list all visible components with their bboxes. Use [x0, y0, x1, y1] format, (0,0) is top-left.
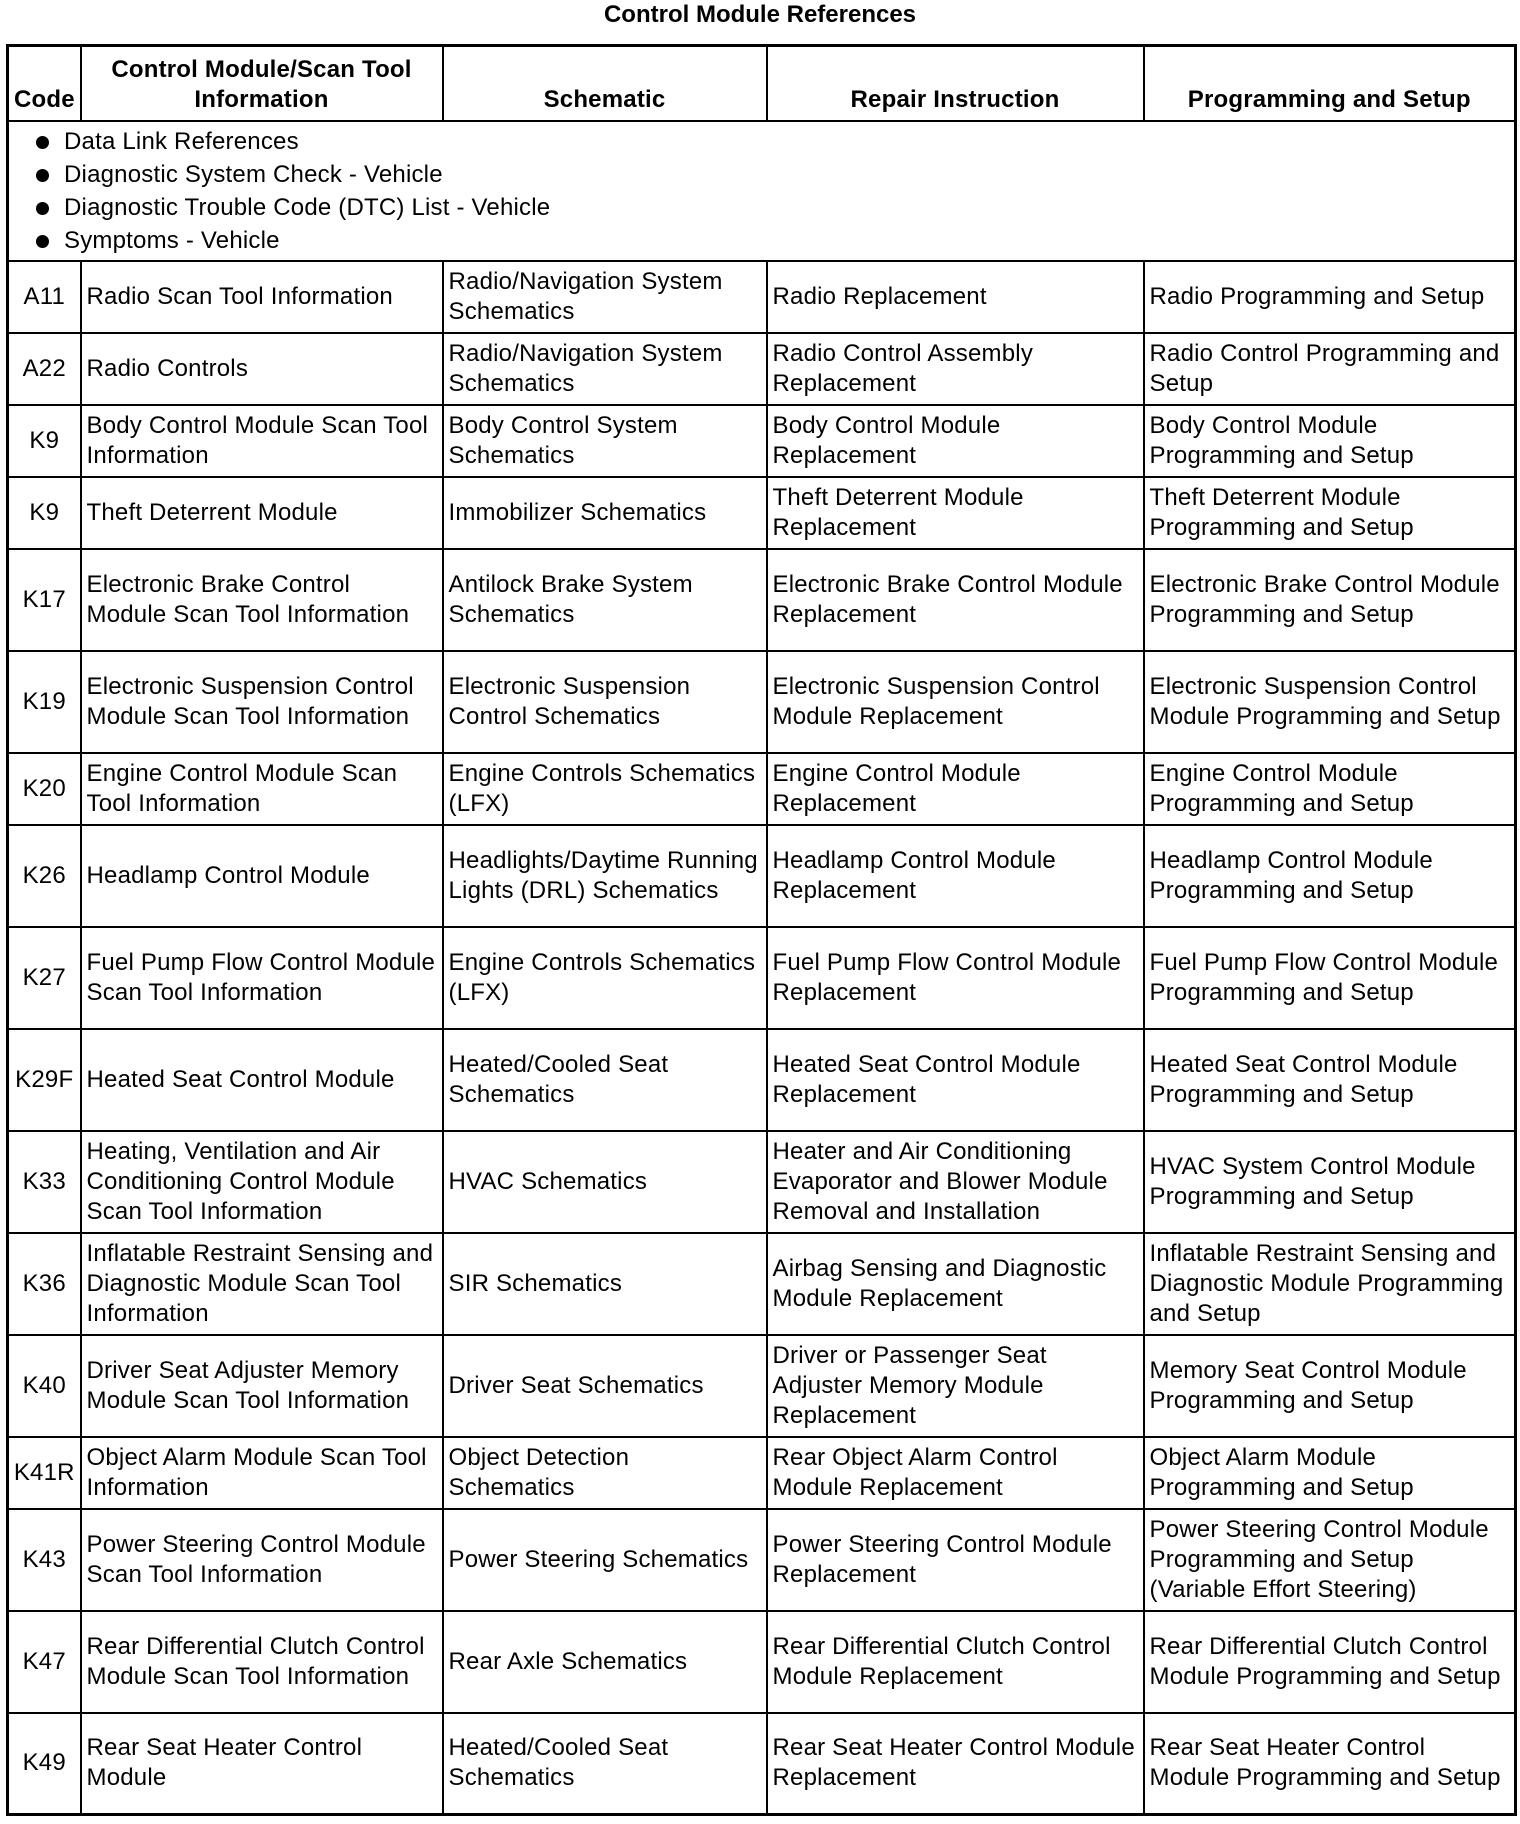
repair-cell[interactable]: Radio Control Assembly Replacement: [767, 333, 1144, 405]
repair-cell[interactable]: Heated Seat Control Module Replacement: [767, 1029, 1144, 1131]
repair-cell[interactable]: Engine Control Module Replacement: [767, 753, 1144, 825]
code-cell: K20: [8, 753, 81, 825]
info-cell[interactable]: Rear Seat Heater Control Module: [81, 1713, 443, 1815]
schematic-cell[interactable]: SIR Schematics: [443, 1233, 767, 1335]
references-list: [29, 125, 1509, 257]
header-code: Code: [8, 46, 81, 121]
programming-cell[interactable]: Electronic Suspension Control Module Programming and Setup: [1144, 651, 1516, 753]
info-cell[interactable]: Body Control Module Scan Tool Information: [81, 405, 443, 477]
table-row: [8, 333, 1516, 405]
repair-cell[interactable]: Power Steering Control Module Replacement: [767, 1509, 1144, 1611]
table-row: [8, 1131, 1516, 1233]
schematic-cell[interactable]: Engine Controls Schematics (LFX): [443, 753, 767, 825]
repair-cell[interactable]: Rear Seat Heater Control Module Replacement: [767, 1713, 1144, 1815]
repair-cell[interactable]: Headlamp Control Module Replacement: [767, 825, 1144, 927]
programming-cell[interactable]: Radio Control Programming and Setup: [1144, 333, 1516, 405]
schematic-cell[interactable]: Engine Controls Schematics (LFX): [443, 927, 767, 1029]
schematic-cell[interactable]: Electronic Suspension Control Schematics: [443, 651, 767, 753]
info-cell[interactable]: Rear Differential Clutch Control Module Scan Tool Information: [81, 1611, 443, 1713]
programming-cell[interactable]: Body Control Module Programming and Setup: [1144, 405, 1516, 477]
info-cell[interactable]: Electronic Suspension Control Module Scan Tool Information: [81, 651, 443, 753]
schematic-cell[interactable]: Driver Seat Schematics: [443, 1335, 767, 1437]
repair-cell[interactable]: Theft Deterrent Module Replacement: [767, 477, 1144, 549]
reference-link[interactable]: Data Link References: [29, 125, 1509, 158]
info-cell[interactable]: Heated Seat Control Module: [81, 1029, 443, 1131]
schematic-cell[interactable]: Heated/Cooled Seat Schematics: [443, 1029, 767, 1131]
repair-cell[interactable]: Rear Object Alarm Control Module Replacement: [767, 1437, 1144, 1509]
schematic-cell[interactable]: Rear Axle Schematics: [443, 1611, 767, 1713]
references-row: [8, 121, 1516, 261]
programming-cell[interactable]: Headlamp Control Module Programming and Setup: [1144, 825, 1516, 927]
header-schematic: Schematic: [443, 46, 767, 121]
info-cell[interactable]: Inflatable Restraint Sensing and Diagnostic Module Scan Tool Information: [81, 1233, 443, 1335]
header-info: Control Module/Scan Tool Information: [81, 46, 443, 121]
code-cell: K33: [8, 1131, 81, 1233]
code-cell: K40: [8, 1335, 81, 1437]
programming-cell[interactable]: Inflatable Restraint Sensing and Diagnostic Module Programming and Setup: [1144, 1233, 1516, 1335]
programming-cell[interactable]: Memory Seat Control Module Programming and Setup: [1144, 1335, 1516, 1437]
code-cell: K26: [8, 825, 81, 927]
table-row: [8, 1611, 1516, 1713]
repair-cell[interactable]: Fuel Pump Flow Control Module Replacement: [767, 927, 1144, 1029]
info-cell[interactable]: Object Alarm Module Scan Tool Information: [81, 1437, 443, 1509]
table-row: [8, 1335, 1516, 1437]
schematic-cell[interactable]: Radio/Navigation System Schematics: [443, 261, 767, 333]
programming-cell[interactable]: Engine Control Module Programming and Setup: [1144, 753, 1516, 825]
code-cell: K47: [8, 1611, 81, 1713]
control-module-references-table: [6, 44, 1517, 1816]
info-cell[interactable]: Electronic Brake Control Module Scan Tool Information: [81, 549, 443, 651]
programming-cell[interactable]: Electronic Brake Control Module Programming and Setup: [1144, 549, 1516, 651]
table-header-row: [8, 46, 1516, 121]
info-cell[interactable]: Fuel Pump Flow Control Module Scan Tool Information: [81, 927, 443, 1029]
table-row: [8, 549, 1516, 651]
code-cell: K9: [8, 405, 81, 477]
table-row: [8, 1509, 1516, 1611]
table-row: [8, 927, 1516, 1029]
repair-cell[interactable]: Electronic Suspension Control Module Replacement: [767, 651, 1144, 753]
table-row: [8, 1029, 1516, 1131]
repair-cell[interactable]: Body Control Module Replacement: [767, 405, 1144, 477]
code-cell: A11: [8, 261, 81, 333]
code-cell: K36: [8, 1233, 81, 1335]
info-cell[interactable]: Headlamp Control Module: [81, 825, 443, 927]
info-cell[interactable]: Theft Deterrent Module: [81, 477, 443, 549]
repair-cell[interactable]: Airbag Sensing and Diagnostic Module Replacement: [767, 1233, 1144, 1335]
programming-cell[interactable]: Heated Seat Control Module Programming and Setup: [1144, 1029, 1516, 1131]
table-row: [8, 261, 1516, 333]
table-row: [8, 477, 1516, 549]
info-cell[interactable]: Driver Seat Adjuster Memory Module Scan Tool Information: [81, 1335, 443, 1437]
table-row: [8, 1437, 1516, 1509]
schematic-cell[interactable]: Immobilizer Schematics: [443, 477, 767, 549]
code-cell: K17: [8, 549, 81, 651]
info-cell[interactable]: Radio Controls: [81, 333, 443, 405]
programming-cell[interactable]: Radio Programming and Setup: [1144, 261, 1516, 333]
code-cell: K43: [8, 1509, 81, 1611]
programming-cell[interactable]: HVAC System Control Module Programming and Setup: [1144, 1131, 1516, 1233]
info-cell[interactable]: Radio Scan Tool Information: [81, 261, 443, 333]
table-row: [8, 405, 1516, 477]
programming-cell[interactable]: Rear Differential Clutch Control Module Programming and Setup: [1144, 1611, 1516, 1713]
code-cell: K27: [8, 927, 81, 1029]
schematic-cell[interactable]: Radio/Navigation System Schematics: [443, 333, 767, 405]
table-row: [8, 651, 1516, 753]
info-cell[interactable]: Engine Control Module Scan Tool Information: [81, 753, 443, 825]
repair-cell[interactable]: Electronic Brake Control Module Replacement: [767, 549, 1144, 651]
table-row: [8, 1233, 1516, 1335]
schematic-cell[interactable]: Antilock Brake System Schematics: [443, 549, 767, 651]
schematic-cell[interactable]: Heated/Cooled Seat Schematics: [443, 1713, 767, 1815]
header-repair: Repair Instruction: [767, 46, 1144, 121]
references-cell: [8, 121, 1516, 261]
schematic-cell[interactable]: Object Detection Schematics: [443, 1437, 767, 1509]
code-cell: K49: [8, 1713, 81, 1815]
repair-cell[interactable]: Heater and Air Conditioning Evaporator and Blower Module Removal and Installation: [767, 1131, 1144, 1233]
page-title: Control Module References: [603, 1, 917, 28]
schematic-cell[interactable]: Headlights/Daytime Running Lights (DRL) Schematics: [443, 825, 767, 927]
info-cell[interactable]: Power Steering Control Module Scan Tool Information: [81, 1509, 443, 1611]
header-programming: Programming and Setup: [1144, 46, 1516, 121]
table-row: [8, 825, 1516, 927]
programming-cell[interactable]: Fuel Pump Flow Control Module Programming and Setup: [1144, 927, 1516, 1029]
reference-link[interactable]: Diagnostic System Check - Vehicle: [29, 158, 1509, 191]
reference-link[interactable]: Symptoms - Vehicle: [29, 224, 1509, 257]
programming-cell[interactable]: Object Alarm Module Programming and Setup: [1144, 1437, 1516, 1509]
code-cell: K41R: [8, 1437, 81, 1509]
reference-link[interactable]: Diagnostic Trouble Code (DTC) List - Vehicle: [29, 191, 1509, 224]
table-row: [8, 1713, 1516, 1815]
schematic-cell[interactable]: Body Control System Schematics: [443, 405, 767, 477]
schematic-cell[interactable]: Power Steering Schematics: [443, 1509, 767, 1611]
repair-cell[interactable]: Radio Replacement: [767, 261, 1144, 333]
repair-cell[interactable]: Rear Differential Clutch Control Module Replacement: [767, 1611, 1144, 1713]
programming-cell[interactable]: Theft Deterrent Module Programming and Setup: [1144, 477, 1516, 549]
info-cell[interactable]: Heating, Ventilation and Air Conditioning Control Module Scan Tool Information: [81, 1131, 443, 1233]
table-row: [8, 753, 1516, 825]
code-cell: K29F: [8, 1029, 81, 1131]
repair-cell[interactable]: Driver or Passenger Seat Adjuster Memory Module Replacement: [767, 1335, 1144, 1437]
code-cell: A22: [8, 333, 81, 405]
programming-cell[interactable]: Rear Seat Heater Control Module Programming and Setup: [1144, 1713, 1516, 1815]
code-cell: K9: [8, 477, 81, 549]
code-cell: K19: [8, 651, 81, 753]
schematic-cell[interactable]: HVAC Schematics: [443, 1131, 767, 1233]
programming-cell[interactable]: Power Steering Control Module Programming and Setup (Variable Effort Steering): [1144, 1509, 1516, 1611]
